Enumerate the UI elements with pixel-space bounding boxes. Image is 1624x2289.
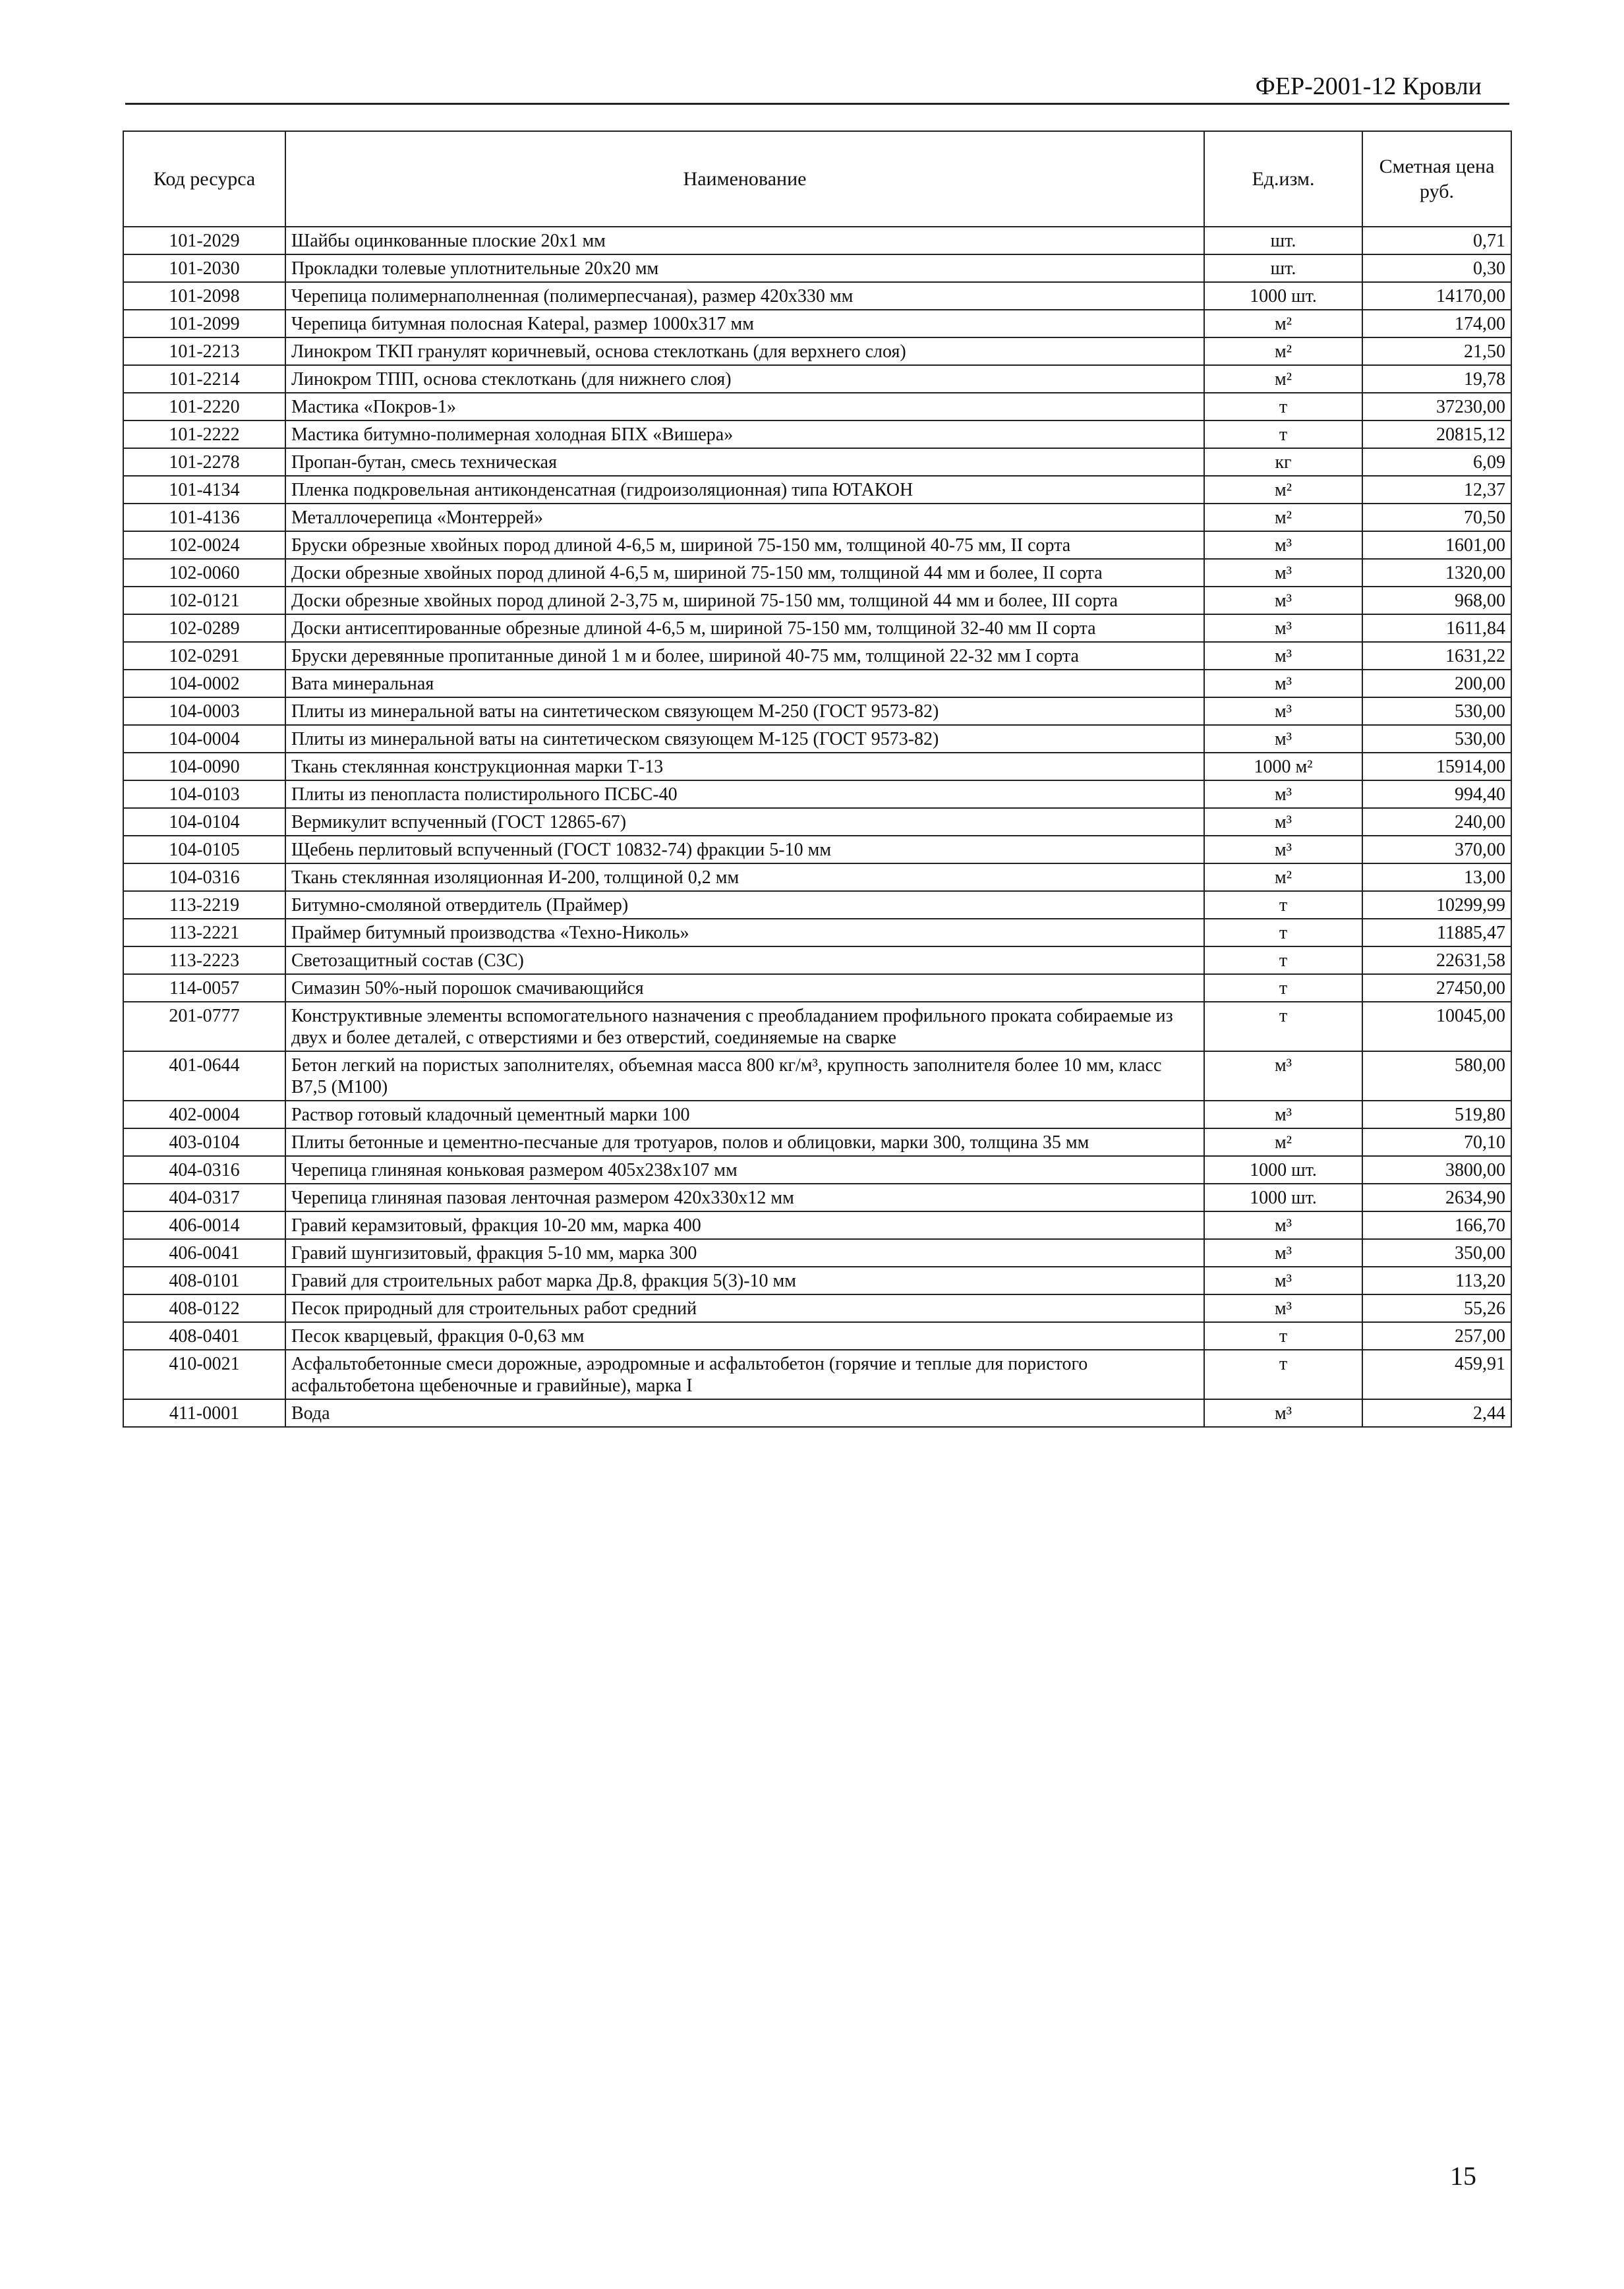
resource-code-cell: 113-2223	[123, 946, 285, 974]
price-cell: 1601,00	[1362, 531, 1511, 559]
resource-code-cell: 104-0004	[123, 725, 285, 753]
table-row	[123, 863, 1511, 891]
table-row	[123, 310, 1511, 337]
table-row	[123, 559, 1511, 587]
resource-name-cell: Бетон легкий на пористых заполнителях, объемная масса 800 кг/м³, крупность заполнителя более 10 мм, класс В7,5 (М100)	[285, 1051, 1204, 1101]
unit-cell: м³	[1204, 670, 1362, 697]
price-cell: 2,44	[1362, 1399, 1511, 1427]
resource-name-cell: Доски антисептированные обрезные длиной 4-6,5 м, шириной 75-150 мм, толщиной 32-40 мм II сорта	[285, 614, 1204, 642]
table-row	[123, 337, 1511, 365]
resource-name-cell: Плиты из минеральной ваты на синтетическом связующем М-250 (ГОСТ 9573-82)	[285, 697, 1204, 725]
resource-name-cell: Песок кварцевый, фракция 0-0,63 мм	[285, 1322, 1204, 1350]
resource-price-table	[123, 130, 1512, 1428]
column-header-price: Сметная цена руб.	[1362, 131, 1511, 227]
resource-name-cell: Ткань стеклянная конструкционная марки Т-13	[285, 753, 1204, 780]
resource-name-cell: Вермикулит вспученный (ГОСТ 12865-67)	[285, 808, 1204, 836]
price-cell: 530,00	[1362, 697, 1511, 725]
resource-name-cell: Песок природный для строительных работ средний	[285, 1294, 1204, 1322]
table-row	[123, 670, 1511, 697]
unit-cell: м²	[1204, 476, 1362, 504]
unit-cell: м²	[1204, 1128, 1362, 1156]
table-row	[123, 1184, 1511, 1211]
resource-code-cell: 101-2220	[123, 393, 285, 420]
resource-name-cell: Раствор готовый кладочный цементный марки 100	[285, 1101, 1204, 1128]
unit-cell: м³	[1204, 642, 1362, 670]
resource-code-cell: 102-0121	[123, 587, 285, 614]
price-cell: 350,00	[1362, 1239, 1511, 1267]
unit-cell: т	[1204, 1322, 1362, 1350]
table-row	[123, 531, 1511, 559]
table-row	[123, 1211, 1511, 1239]
resource-code-cell: 101-2222	[123, 420, 285, 448]
resource-name-cell: Гравий для строительных работ марка Др.8, фракция 5(3)-10 мм	[285, 1267, 1204, 1294]
unit-cell: м²	[1204, 863, 1362, 891]
resource-name-cell: Черепица глиняная пазовая ленточная размером 420х330х12 мм	[285, 1184, 1204, 1211]
resource-code-cell: 402-0004	[123, 1101, 285, 1128]
table-row	[123, 365, 1511, 393]
price-cell: 240,00	[1362, 808, 1511, 836]
unit-cell: м³	[1204, 836, 1362, 863]
table-row	[123, 1294, 1511, 1322]
table-row	[123, 919, 1511, 946]
resource-name-cell: Плиты из минеральной ваты на синтетическом связующем М-125 (ГОСТ 9573-82)	[285, 725, 1204, 753]
resource-name-cell: Мастика «Покров-1»	[285, 393, 1204, 420]
resource-code-cell: 113-2221	[123, 919, 285, 946]
unit-cell: т	[1204, 919, 1362, 946]
unit-cell: м³	[1204, 587, 1362, 614]
price-cell: 13,00	[1362, 863, 1511, 891]
price-cell: 200,00	[1362, 670, 1511, 697]
resource-code-cell: 408-0101	[123, 1267, 285, 1294]
resource-code-cell: 411-0001	[123, 1399, 285, 1427]
unit-cell: м³	[1204, 697, 1362, 725]
price-cell: 0,71	[1362, 227, 1511, 254]
unit-cell: м³	[1204, 1051, 1362, 1101]
unit-cell: т	[1204, 974, 1362, 1002]
resource-code-cell: 404-0316	[123, 1156, 285, 1184]
unit-cell: кг	[1204, 448, 1362, 476]
resource-name-cell: Черепица полимернаполненная (полимерпесчаная), размер 420x330 мм	[285, 282, 1204, 310]
price-cell: 1320,00	[1362, 559, 1511, 587]
unit-cell: м³	[1204, 1211, 1362, 1239]
unit-cell: м³	[1204, 1294, 1362, 1322]
resource-name-cell: Светозащитный состав (СЗС)	[285, 946, 1204, 974]
resource-code-cell: 101-2278	[123, 448, 285, 476]
price-cell: 968,00	[1362, 587, 1511, 614]
price-cell: 22631,58	[1362, 946, 1511, 974]
resource-code-cell: 104-0105	[123, 836, 285, 863]
column-header-unit: Ед.изм.	[1204, 131, 1362, 227]
price-cell: 113,20	[1362, 1267, 1511, 1294]
resource-code-cell: 201-0777	[123, 1002, 285, 1051]
resource-code-cell: 101-2213	[123, 337, 285, 365]
column-header-code: Код ресурса	[123, 131, 285, 227]
table-row	[123, 974, 1511, 1002]
document-header-title: ФЕР-2001-12 Кровли	[1255, 72, 1482, 100]
unit-cell: 1000 шт.	[1204, 282, 1362, 310]
table-row	[123, 1156, 1511, 1184]
price-cell: 12,37	[1362, 476, 1511, 504]
table-row	[123, 504, 1511, 531]
unit-cell: м³	[1204, 725, 1362, 753]
table-row	[123, 254, 1511, 282]
resource-code-cell: 102-0291	[123, 642, 285, 670]
resource-name-cell: Мастика битумно-полимерная холодная БПХ «Вишера»	[285, 420, 1204, 448]
price-cell: 14170,00	[1362, 282, 1511, 310]
resource-code-cell: 406-0014	[123, 1211, 285, 1239]
resource-code-cell: 113-2219	[123, 891, 285, 919]
table-row	[123, 282, 1511, 310]
unit-cell: м³	[1204, 531, 1362, 559]
resource-code-cell: 404-0317	[123, 1184, 285, 1211]
resource-name-cell: Симазин 50%-ный порошок смачивающийся	[285, 974, 1204, 1002]
table-row	[123, 227, 1511, 254]
resource-name-cell: Асфальтобетонные смеси дорожные, аэродромные и асфальтобетон (горячие и теплые для пористого асфальтобетона щебеночные и гравийные), марка I	[285, 1350, 1204, 1399]
resource-name-cell: Черепица битумная полосная Katepal, размер 1000х317 мм	[285, 310, 1204, 337]
table-row	[123, 1322, 1511, 1350]
table-row	[123, 1128, 1511, 1156]
price-cell: 1631,22	[1362, 642, 1511, 670]
price-cell: 10299,99	[1362, 891, 1511, 919]
unit-cell: 1000 м²	[1204, 753, 1362, 780]
table-row	[123, 946, 1511, 974]
table-row	[123, 697, 1511, 725]
unit-cell: 1000 шт.	[1204, 1156, 1362, 1184]
price-cell: 21,50	[1362, 337, 1511, 365]
table-row	[123, 753, 1511, 780]
unit-cell: т	[1204, 946, 1362, 974]
table-row	[123, 725, 1511, 753]
unit-cell: шт.	[1204, 227, 1362, 254]
table-row	[123, 1399, 1511, 1427]
table-row	[123, 642, 1511, 670]
table-row	[123, 614, 1511, 642]
resource-code-cell: 101-2099	[123, 310, 285, 337]
resource-code-cell: 101-2214	[123, 365, 285, 393]
resource-name-cell: Плиты бетонные и цементно-песчаные для тротуаров, полов и облицовки, марки 300, толщина 35 мм	[285, 1128, 1204, 1156]
resource-name-cell: Ткань стеклянная изоляционная И-200, толщиной 0,2 мм	[285, 863, 1204, 891]
table-row	[123, 420, 1511, 448]
table-row	[123, 1239, 1511, 1267]
unit-cell: т	[1204, 1350, 1362, 1399]
resource-name-cell: Черепица глиняная коньковая размером 405х238х107 мм	[285, 1156, 1204, 1184]
resource-name-cell: Доски обрезные хвойных пород длиной 2-3,75 м, шириной 75-150 мм, толщиной 44 мм и более, III сорта	[285, 587, 1204, 614]
price-cell: 257,00	[1362, 1322, 1511, 1350]
table-row	[123, 1101, 1511, 1128]
price-cell: 1611,84	[1362, 614, 1511, 642]
price-cell: 27450,00	[1362, 974, 1511, 1002]
price-cell: 10045,00	[1362, 1002, 1511, 1051]
resource-code-cell: 102-0024	[123, 531, 285, 559]
resource-code-cell: 104-0090	[123, 753, 285, 780]
table-row	[123, 1350, 1511, 1399]
price-cell: 166,70	[1362, 1211, 1511, 1239]
resource-name-cell: Конструктивные элементы вспомогательного назначения с преобладанием профильного проката собираемые из двух и более деталей, с отверстиями и без отверстий, соединяемые на сварке	[285, 1002, 1204, 1051]
unit-cell: м³	[1204, 780, 1362, 808]
resource-name-cell: Гравий шунгизитовый, фракция 5-10 мм, марка 300	[285, 1239, 1204, 1267]
resource-code-cell: 104-0103	[123, 780, 285, 808]
price-cell: 0,30	[1362, 254, 1511, 282]
table-row	[123, 1051, 1511, 1101]
resource-code-cell: 104-0104	[123, 808, 285, 836]
unit-cell: м³	[1204, 1267, 1362, 1294]
resource-code-cell: 104-0002	[123, 670, 285, 697]
resource-name-cell: Линокром ТКП гранулят коричневый, основа стеклоткань (для верхнего слоя)	[285, 337, 1204, 365]
price-cell: 70,50	[1362, 504, 1511, 531]
page-number: 15	[1450, 2161, 1476, 2191]
resource-name-cell: Праймер битумный производства «Техно-Николь»	[285, 919, 1204, 946]
price-cell: 6,09	[1362, 448, 1511, 476]
resource-name-cell: Вата минеральная	[285, 670, 1204, 697]
price-cell: 519,80	[1362, 1101, 1511, 1128]
unit-cell: шт.	[1204, 254, 1362, 282]
price-cell: 11885,47	[1362, 919, 1511, 946]
price-cell: 19,78	[1362, 365, 1511, 393]
resource-code-cell: 408-0122	[123, 1294, 285, 1322]
resource-code-cell: 104-0003	[123, 697, 285, 725]
table-row	[123, 836, 1511, 863]
resource-code-cell: 408-0401	[123, 1322, 285, 1350]
resource-name-cell: Вода	[285, 1399, 1204, 1427]
resource-name-cell: Плиты из пенопласта полистирольного ПСБС-40	[285, 780, 1204, 808]
unit-cell: м³	[1204, 559, 1362, 587]
unit-cell: м²	[1204, 337, 1362, 365]
column-header-name: Наименование	[285, 131, 1204, 227]
unit-cell: т	[1204, 393, 1362, 420]
resource-code-cell: 101-4134	[123, 476, 285, 504]
table-row	[123, 476, 1511, 504]
price-cell: 370,00	[1362, 836, 1511, 863]
table-row	[123, 1002, 1511, 1051]
resource-code-cell: 101-2029	[123, 227, 285, 254]
unit-cell: м²	[1204, 310, 1362, 337]
price-cell: 580,00	[1362, 1051, 1511, 1101]
unit-cell: м²	[1204, 365, 1362, 393]
resource-code-cell: 114-0057	[123, 974, 285, 1002]
header-divider	[125, 103, 1509, 105]
resource-name-cell: Шайбы оцинкованные плоские 20х1 мм	[285, 227, 1204, 254]
price-cell: 37230,00	[1362, 393, 1511, 420]
price-cell: 994,40	[1362, 780, 1511, 808]
resource-name-cell: Пропан-бутан, смесь техническая	[285, 448, 1204, 476]
resource-code-cell: 401-0644	[123, 1051, 285, 1101]
table-row	[123, 393, 1511, 420]
unit-cell: м³	[1204, 808, 1362, 836]
resource-code-cell: 410-0021	[123, 1350, 285, 1399]
unit-cell: м³	[1204, 1239, 1362, 1267]
table-row	[123, 808, 1511, 836]
resource-code-cell: 406-0041	[123, 1239, 285, 1267]
table-body	[123, 227, 1511, 1427]
resource-name-cell: Доски обрезные хвойных пород длиной 4-6,5 м, шириной 75-150 мм, толщиной 44 мм и более, II сорта	[285, 559, 1204, 587]
unit-cell: м³	[1204, 1101, 1362, 1128]
price-cell: 70,10	[1362, 1128, 1511, 1156]
price-cell: 530,00	[1362, 725, 1511, 753]
resource-name-cell: Бруски деревянные пропитанные диной 1 м и более, шириной 40-75 мм, толщиной 22-32 мм I сорта	[285, 642, 1204, 670]
table-row	[123, 448, 1511, 476]
price-cell: 55,26	[1362, 1294, 1511, 1322]
table-header-row	[123, 131, 1511, 227]
resource-name-cell: Гравий керамзитовый, фракция 10-20 мм, марка 400	[285, 1211, 1204, 1239]
resource-code-cell: 403-0104	[123, 1128, 285, 1156]
price-cell: 459,91	[1362, 1350, 1511, 1399]
resource-code-cell: 102-0289	[123, 614, 285, 642]
price-cell: 15914,00	[1362, 753, 1511, 780]
price-cell: 3800,00	[1362, 1156, 1511, 1184]
price-cell: 174,00	[1362, 310, 1511, 337]
resource-name-cell: Металлочерепица «Монтеррей»	[285, 504, 1204, 531]
resource-code-cell: 102-0060	[123, 559, 285, 587]
resource-code-cell: 101-2098	[123, 282, 285, 310]
unit-cell: т	[1204, 891, 1362, 919]
resource-name-cell: Битумно-смоляной отвердитель (Праймер)	[285, 891, 1204, 919]
resource-name-cell: Линокром ТПП, основа стеклоткань (для нижнего слоя)	[285, 365, 1204, 393]
table-row	[123, 1267, 1511, 1294]
resource-name-cell: Прокладки толевые уплотнительные 20х20 мм	[285, 254, 1204, 282]
unit-cell: м³	[1204, 1399, 1362, 1427]
resource-code-cell: 101-2030	[123, 254, 285, 282]
resource-name-cell: Бруски обрезные хвойных пород длиной 4-6,5 м, шириной 75-150 мм, толщиной 40-75 мм, II сорта	[285, 531, 1204, 559]
unit-cell: м²	[1204, 504, 1362, 531]
table-row	[123, 780, 1511, 808]
resource-code-cell: 101-4136	[123, 504, 285, 531]
price-cell: 20815,12	[1362, 420, 1511, 448]
resource-code-cell: 104-0316	[123, 863, 285, 891]
resource-name-cell: Пленка подкровельная антиконденсатная (гидроизоляционная) типа ЮТАКОН	[285, 476, 1204, 504]
unit-cell: м³	[1204, 614, 1362, 642]
price-cell: 2634,90	[1362, 1184, 1511, 1211]
resource-name-cell: Щебень перлитовый вспученный (ГОСТ 10832-74) фракции 5-10 мм	[285, 836, 1204, 863]
table-row	[123, 587, 1511, 614]
unit-cell: т	[1204, 420, 1362, 448]
unit-cell: т	[1204, 1002, 1362, 1051]
unit-cell: 1000 шт.	[1204, 1184, 1362, 1211]
table-row	[123, 891, 1511, 919]
